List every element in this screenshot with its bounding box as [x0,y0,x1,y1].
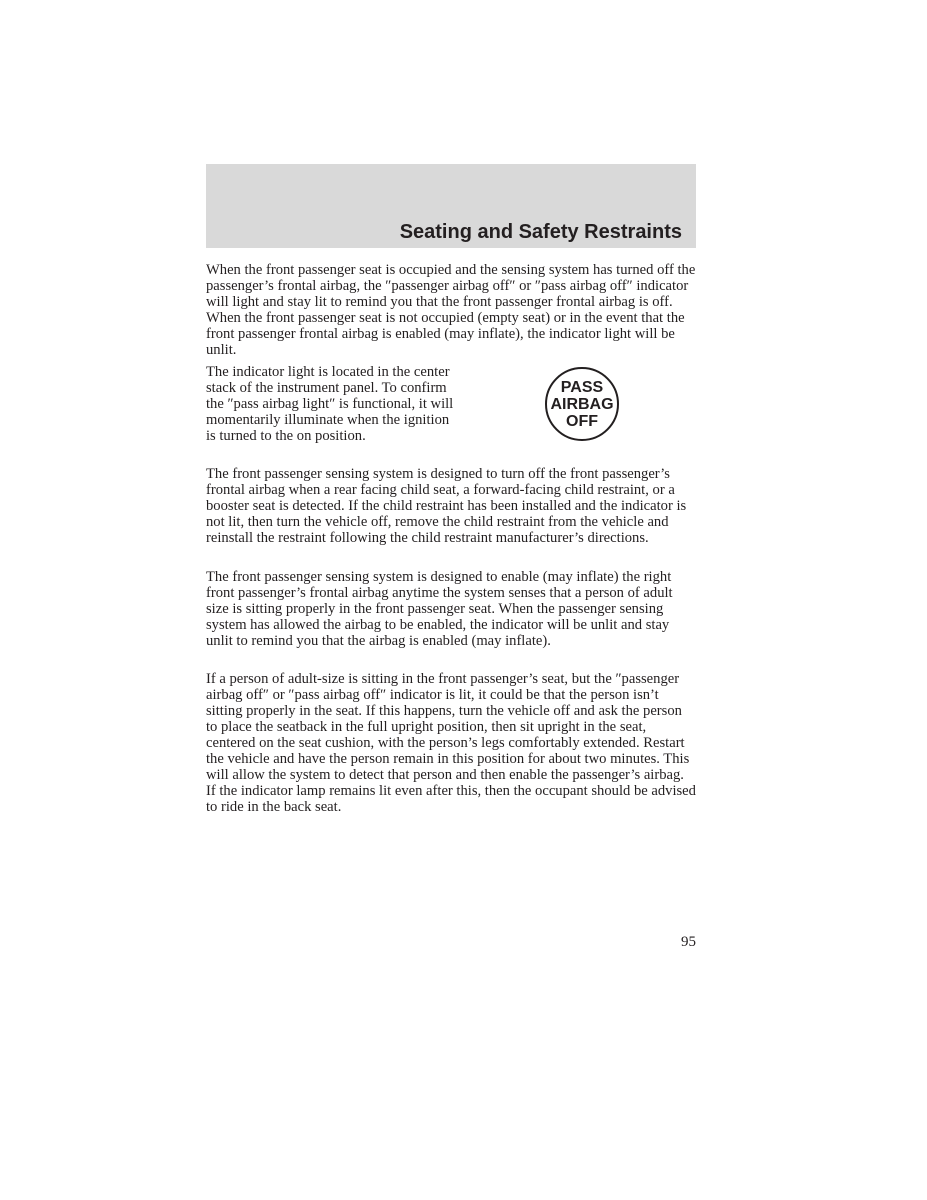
paragraph-indicator-location: The indicator light is located in the center stack of the instrument panel. To confirm the ″pass airbag light″ is functional, it will momentarily illuminate when the ignition is turned to the on position. [206,364,454,444]
indicator-line-pass: PASS [560,378,604,396]
page-number: 95 [681,934,696,950]
paragraph-adult-enable: The front passenger sensing system is designed to enable (may inflate) the right front passenger’s frontal airbag anytime the system senses that a person of adult size is sitting properly in the front passenger seat. When the passenger sensing system has allowed the airbag to be enabled, the indicator will be unlit and stay unlit to remind you that the airbag is enabled (may inflate). [206,569,673,649]
paragraph-adult-troubleshoot: If a person of adult-size is sitting in the front passenger’s seat, but the ″passenger airbag off″ or ″pass airbag off″ indicator is lit, it could be that the person isn’t sitting properly in the seat. If this happens, turn the vehicle off and ask the person to place the seatback in the full upright position, then sit upright in the seat, centered on the seat cushion, with the person’s legs comfortably extended. Restart the vehicle and have the person remain in this position for about two minutes. This will allow the system to detect that person and then enable the passenger’s airbag. If the indicator lamp remains lit even after this, then the occupant should be advised to ride in the back seat. [206,671,696,815]
section-header-band [206,164,696,248]
indicator-line-airbag: AIRBAG [550,395,614,413]
section-title: Seating and Safety Restraints [399,221,682,243]
indicator-line-off: OFF [566,412,598,430]
paragraph-passenger-airbag-off: When the front passenger seat is occupied and the sensing system has turned off the passenger’s frontal airbag, the ″passenger airbag off″ or ″pass airbag off″ indicator will light and stay lit to remind you that the front passenger frontal airbag is off. When the front passenger seat is not occupied (empty seat) or in the event that the front passenger frontal airbag is enabled (may inflate), the indicator light will be unlit. [206,262,696,358]
paragraph-child-seat-detection: The front passenger sensing system is designed to turn off the front passenger’s frontal airbag when a rear facing child seat, a forward-facing child restraint, or a booster seat is detected. If the child restraint has been installed and the indicator is not lit, then turn the vehicle off, remove the child restraint from the vehicle and reinstall the restraint following the child restraint manufacturer’s directions. [206,466,687,546]
pass-airbag-off-indicator-icon [545,367,619,441]
